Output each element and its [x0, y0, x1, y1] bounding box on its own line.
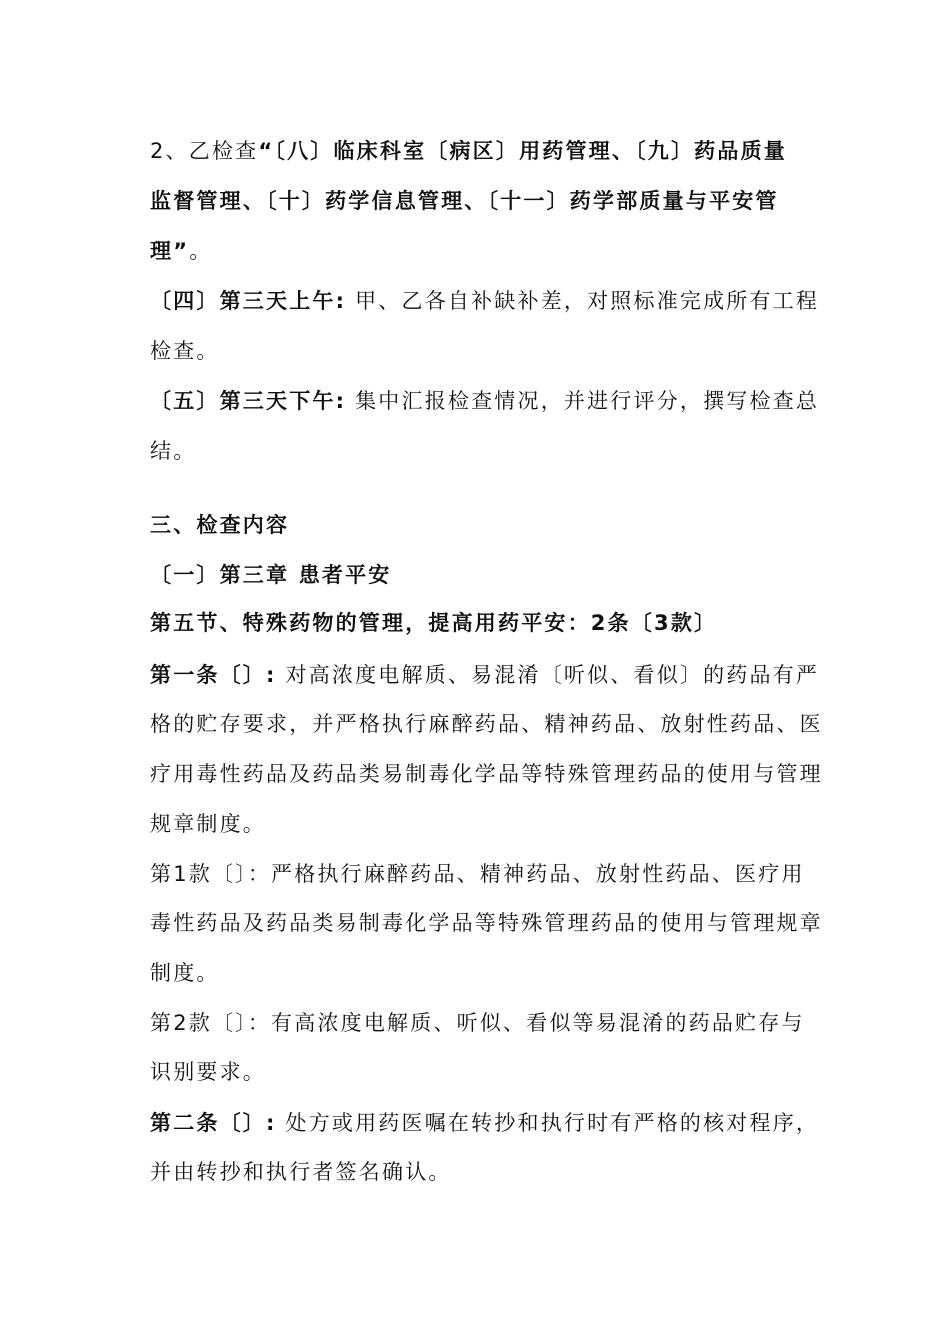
day3-pm-label: 〔五〕第三天下午: [150, 389, 347, 413]
day3-pm-line1 [150, 386, 819, 416]
clause2-line2: 识别要求。 [150, 1060, 266, 1084]
section2-line1 [150, 136, 787, 166]
clause2-line1: 第2款〔〕：有高浓度电解质、听似、看似等易混淆的药品贮存与 [150, 1011, 805, 1035]
clause1-line3: 制度。 [150, 961, 220, 985]
section2-period: 。 [189, 239, 213, 263]
section2-line3 [150, 236, 212, 266]
clause1-line2: 毒性药品及药品类易制毒化学品等特殊管理药品的使用与管理规章 [150, 911, 823, 935]
clause1-line1: 第1款〔〕：严格执行麻醉药品、精神药品、放射性药品、医疗用 [150, 862, 805, 886]
section2-bold-end: 理” [150, 239, 190, 263]
day3-am-text: 甲、乙各自补缺补差，对照标准完成所有工程 [355, 289, 820, 313]
day3-am-line1 [150, 286, 819, 316]
day3-pm-line2: 结。 [150, 439, 197, 463]
heading-check-content: 三、检查内容 [150, 513, 290, 537]
article2-label: 第二条〔〕: [150, 1111, 277, 1135]
day3-pm-text: 集中汇报检查情况，并进行评分，撰写检查总 [355, 389, 820, 413]
article2-line2: 并由转抄和执行者签名确认。 [150, 1160, 452, 1184]
article1-line1 [150, 660, 819, 690]
article2-text: 处方或用药医嘱在转抄和执行时有严格的核对程序， [285, 1111, 820, 1135]
article1-text: 对高浓度电解质、易混淆〔听似、看似〕的药品有严 [285, 663, 820, 687]
section2-prefix: 2、乙检查 [150, 139, 259, 163]
section2-line2: 监督管理、〔十〕药学信息管理、〔十一〕药学部质量与平安管 [150, 189, 779, 213]
article1-line4: 规章制度。 [150, 812, 266, 836]
article1-line3: 疗用毒性药品及药品类易制毒化学品等特殊管理药品的使用与管理 [150, 762, 823, 786]
article1-line2: 格的贮存要求，并严格执行麻醉药品、精神药品、放射性药品、医 [150, 712, 823, 736]
day3-am-label: 〔四〕第三天上午: [150, 289, 347, 313]
chapter-heading: 〔一〕第三章 患者平安 [150, 563, 392, 587]
article2-line1 [150, 1108, 819, 1138]
article1-label: 第一条〔〕: [150, 663, 277, 687]
day3-am-line2: 检查。 [150, 339, 220, 363]
section5-heading: 第五节、特殊药物的管理，提高用药平安：2条〔3款〕 [150, 611, 718, 635]
section2-bold-text: “〔八〕临床科室〔病区〕用药管理、〔九〕药品质量 [258, 139, 787, 163]
